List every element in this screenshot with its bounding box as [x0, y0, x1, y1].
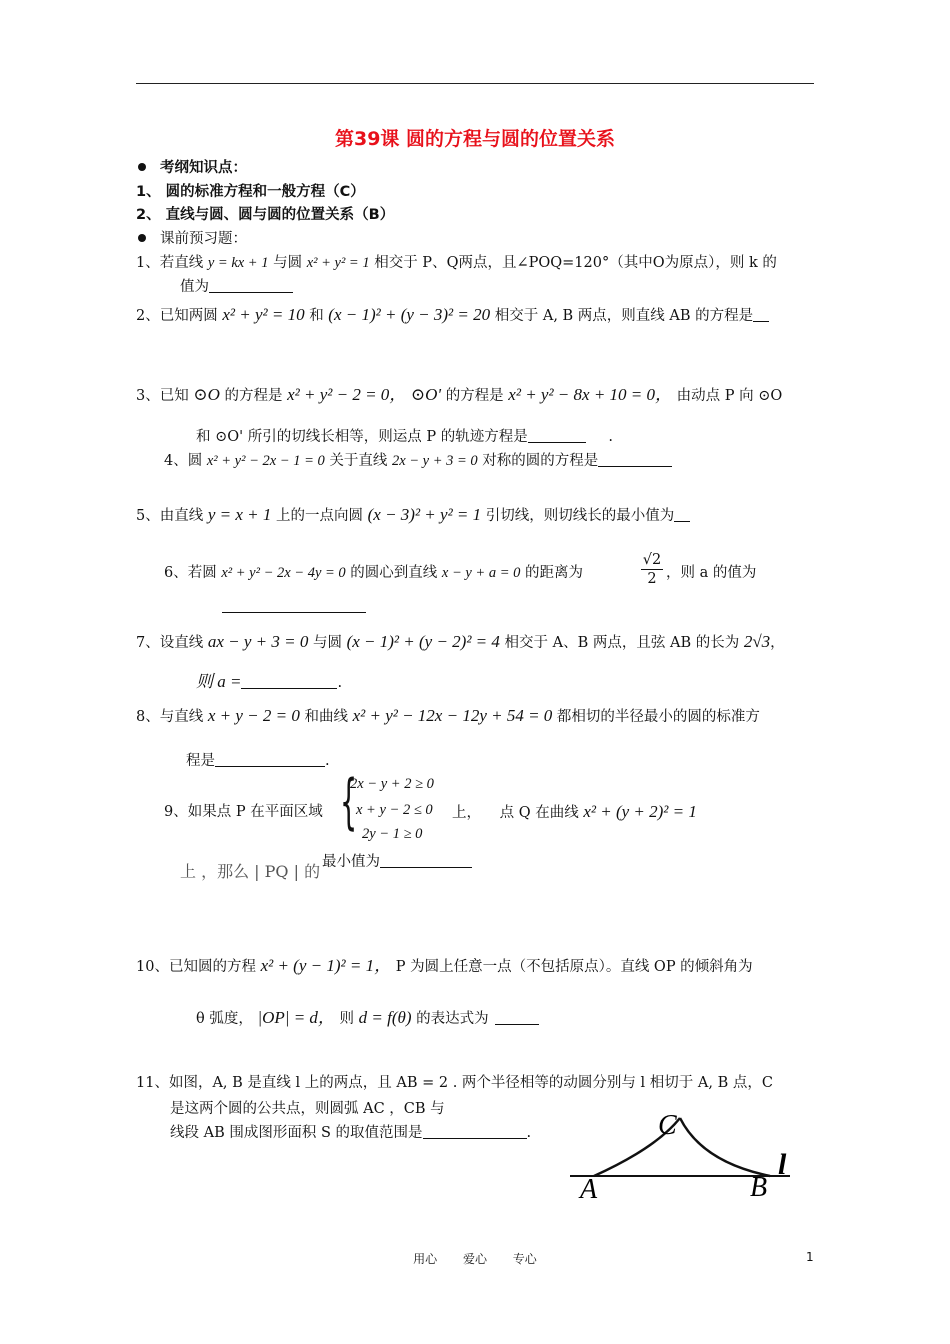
q3-prefix: 3、已知 [136, 388, 189, 404]
q10-line2c: 的表达式为 [416, 1011, 489, 1027]
page-title: 第39课 圆的方程与圆的位置关系 [334, 128, 616, 150]
footer-text: 用心 爱心 专心 [413, 1252, 537, 1266]
question-8-line2 [186, 751, 330, 771]
answer-blank[interactable] [380, 853, 472, 868]
question-4 [164, 451, 672, 471]
q2-expr1: x² + y² = 10 [222, 305, 305, 324]
q10-expr3: d = f(θ) [358, 1008, 412, 1027]
question-3-line2 [196, 427, 613, 447]
question-6 [164, 563, 583, 583]
answer-blank[interactable] [495, 1010, 539, 1025]
q8-expr1: x + y − 2 = 0 [207, 706, 300, 725]
question-1 [136, 253, 777, 273]
answer-blank[interactable] [753, 307, 769, 322]
question-5 [136, 505, 690, 526]
header-rule [136, 83, 814, 84]
q9-expr: x² + (y + 2)² = 1 [583, 802, 697, 821]
q3-expr1: x² + y² − 2 = 0， [287, 385, 407, 404]
q5-expr2: (x − 3)² + y² = 1 [367, 505, 482, 524]
arc-cb [680, 1118, 770, 1176]
q4-mid: 关于直线 [329, 453, 388, 469]
q3-t3: 由动点 P 向 ⊙O [676, 388, 783, 404]
question-2 [136, 305, 769, 326]
q2-expr2: (x − 1)² + (y − 3)² = 20 [328, 305, 491, 324]
q4-prefix: 4、圆 [164, 453, 203, 469]
q7-mid2: 相交于 A、B 两点，且弦 AB 的长为 [504, 635, 740, 651]
q1-line2: 值为 [180, 279, 209, 295]
question-9-cont [452, 802, 697, 823]
question-10-line2 [196, 1008, 539, 1029]
q3-t1: 的方程是 [224, 388, 283, 404]
q9-line2a: 上 ，那么 | PQ | 的 [180, 862, 321, 881]
q1-mid2: 相交于 P、Q两点，且∠POQ=120°（其中O为原点），则 k 的 [374, 255, 777, 271]
q10-line2b: 则 [339, 1011, 355, 1027]
q3-t2: 的方程是 [445, 388, 504, 404]
label-b: B [750, 1172, 768, 1203]
q1-prefix: 1、若直线 [136, 255, 204, 271]
q9-mid: 上， [452, 805, 481, 821]
q1-mid1: 与圆 [273, 255, 303, 271]
q9-line2b: 最小值为 [322, 854, 380, 870]
q6-expr2: x − y + a = 0 [441, 565, 521, 581]
bullet-icon [138, 163, 146, 171]
q10-expr1: x² + (y − 1)² = 1， [260, 956, 392, 975]
q8-expr2: x² + y² − 12x − 12y + 54 = 0 [352, 706, 553, 725]
label-l: l [778, 1148, 787, 1181]
q11-line2: 是这两个圆的公共点，则圆弧 AC ，CB 与 [170, 1101, 445, 1117]
q6-mid: 的圆心到直线 [350, 565, 438, 581]
answer-blank[interactable] [209, 278, 293, 293]
q8-suffix: 都相切的半径最小的圆的标准方 [556, 709, 760, 725]
outline-item-2: 2、 直线与圆、圆与圆的位置关系（B） [136, 207, 395, 223]
outline-heading-text: 考纲知识点： [160, 160, 247, 176]
q6-prefix: 6、若圆 [164, 565, 217, 581]
q3-end: . [608, 429, 613, 445]
q7-mid: 与圆 [312, 635, 342, 651]
answer-blank[interactable] [423, 1124, 527, 1139]
q6-mid2: 的距离为 [524, 565, 583, 581]
q5-expr1: y = x + 1 [207, 505, 272, 524]
q3-circle-o-prime: ⊙O' [410, 385, 442, 404]
q7-end: . [337, 675, 343, 691]
q11-line1: 11、如图，A, B 是直线 l 上的两点，且 AB = 2 . 两个半径相等的动圆分别与 l 相切于 A, B 点，C [136, 1075, 773, 1091]
q1-expr1: y = kx + 1 [207, 255, 269, 271]
answer-blank[interactable] [215, 752, 325, 767]
q4-expr1: x² + y² − 2x − 1 = 0 [206, 453, 325, 469]
answer-blank[interactable] [222, 598, 366, 613]
preview-heading-text: 课前预习题： [160, 231, 247, 247]
q9-mid2: 点 Q 在曲线 [499, 805, 579, 821]
question-3 [136, 385, 782, 406]
q10-expr2: |OP| = d， [257, 1008, 335, 1027]
q6-fraction [641, 551, 663, 588]
q11-line3: 线段 AB 围成图形面积 S 的取值范围是 [170, 1125, 423, 1141]
question-7-line2 [196, 672, 342, 693]
outline-heading [138, 158, 247, 178]
answer-blank[interactable] [674, 507, 690, 522]
question-6-line2 [222, 597, 366, 617]
q9-sys3: 2y − 1 ≥ 0 [362, 826, 423, 842]
q8-line2: 程是 [186, 753, 215, 769]
arc-figure [560, 1110, 800, 1210]
q9-prefix: 9、如果点 P 在平面区域 [164, 804, 323, 820]
q2-prefix: 2、已知两圆 [136, 308, 218, 324]
q7-expr3: 2√3 [743, 632, 771, 651]
q6-suffix: ，则 a 的值为 [666, 565, 757, 581]
question-7 [136, 632, 785, 653]
bullet-icon [138, 234, 146, 242]
q2-suffix: 相交于 A, B 两点，则直线 AB 的方程是 [494, 308, 754, 324]
q2-mid: 和 [309, 308, 324, 324]
q7-prefix: 7、设直线 [136, 635, 204, 651]
q9-sys1: 2x − y + 2 ≥ 0 [350, 776, 434, 792]
q5-suffix: 引切线，则切线长的最小值为 [485, 508, 675, 524]
q3-circle-o: ⊙O [193, 385, 220, 404]
preview-heading [138, 229, 247, 249]
label-c: C [658, 1110, 677, 1141]
q7-expr1: ax − y + 3 = 0 [207, 632, 309, 651]
q4-suffix: 对称的圆的方程是 [482, 453, 599, 469]
q10-mid: P 为圆上任意一点（不包括原点）。直线 OP 的倾斜角为 [395, 959, 753, 975]
q3-expr2: x² + y² − 8x + 10 = 0， [508, 385, 673, 404]
label-a: A [580, 1174, 598, 1205]
q8-prefix: 8、与直线 [136, 709, 204, 725]
q5-mid: 上的一点向圆 [276, 508, 363, 524]
q7-expr2: (x − 1)² + (y − 2)² = 4 [346, 632, 500, 651]
question-9-line2 [322, 852, 472, 872]
q10-line2a: θ 弧度， [196, 1011, 253, 1027]
q3-line2: 和 ⊙O' 所引的切线长相等，则运点 P 的轨迹方程是 [196, 429, 528, 445]
question-11-line3 [170, 1123, 531, 1143]
q6-expr1: x² + y² − 2x − 4y = 0 [221, 565, 346, 581]
q5-prefix: 5、由直线 [136, 508, 204, 524]
q7-comma: ， [770, 635, 785, 651]
q8-mid: 和曲线 [304, 709, 348, 725]
q11-end: . [526, 1125, 532, 1141]
answer-blank[interactable] [598, 452, 672, 467]
q8-end: . [325, 753, 330, 769]
q6-frac-den: 2 [647, 571, 657, 587]
q10-prefix: 10、已知圆的方程 [136, 959, 256, 975]
question-1-line2 [180, 277, 293, 297]
q7-line2: 则 a = [196, 672, 242, 691]
q9-sys2: x + y − 2 ≤ 0 [356, 802, 433, 818]
q6-frac-num: √2 [642, 552, 662, 568]
answer-blank[interactable] [241, 674, 337, 689]
q4-expr2: 2x − y + 3 = 0 [391, 453, 478, 469]
page-number: 1 [806, 1250, 814, 1264]
question-8 [136, 706, 760, 727]
outline-item-1: 1、 圆的标准方程和一般方程（C） [136, 184, 365, 200]
brace-icon: { [340, 767, 358, 837]
q1-expr2: x² + y² = 1 [306, 255, 370, 271]
answer-blank[interactable] [528, 428, 586, 443]
question-10 [136, 956, 753, 977]
